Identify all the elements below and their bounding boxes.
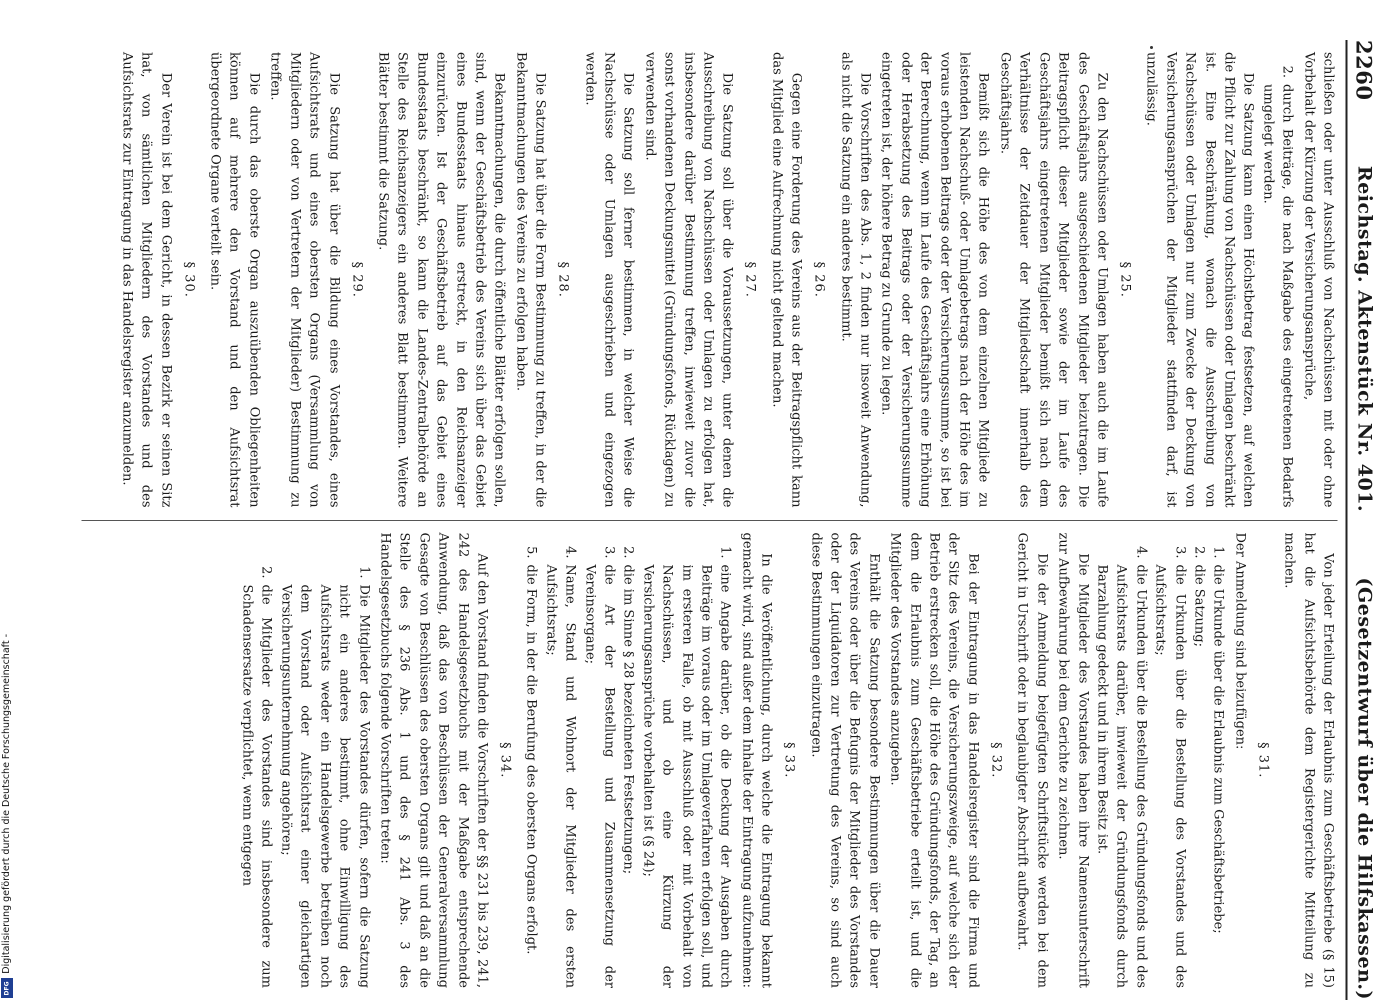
item-number: 1.: [1210, 546, 1226, 559]
dfg-logo-text: DFG: [3, 980, 11, 996]
dfg-logo: [1, 978, 13, 998]
paragraph: Die Mitglieder des Vorstandes haben ihre Namensunterschrift zur Aufbewahrung bei dem Gerichte zu zeichnen.: [1055, 532, 1091, 988]
paragraph: Die Satzung hat über die Bildung eines Vorstandes, eines Aufsichtsrats und eines obersten Organs (Versammlung von Mitgliedern oder von Vertretern der Mitglieder) Bestimmung zu treffen.: [267, 52, 342, 508]
page-number: 2260: [1352, 40, 1377, 101]
item-number: 2.: [1279, 65, 1295, 78]
paragraph: Bei der Eintragung in das Handelsregister sind die Firma und der Sitz des Vereins, die Versicherungszweige, auf welche sich der Betrieb erstrecken soll, die Höhe des Gründungsfonds, der Tag, an dem die Erlaubnis zum Geschäftsbetriebe erteilt ist, und die Mitglieder des Vorstandes anzugeben.: [887, 532, 981, 988]
item-text: die Urkunden über die Bestellung des Gründungsfonds und des Aufsichtsrats darüber, inwieweit der Gründungsfonds durch Barzahlung gedeckt und in ihrem Besitz ist.: [1094, 564, 1149, 988]
section-heading: § 32.: [988, 742, 1004, 779]
numbered-item: [580, 533, 619, 989]
numbered-item: [521, 533, 540, 989]
section-heading: § 25.: [1117, 261, 1133, 298]
section-heading: § 28.: [555, 261, 571, 298]
item-text: die Art der Bestellung und Zusammensetzung der Vereinsorgane;: [582, 564, 617, 988]
numbered-item: [1150, 533, 1189, 989]
section-heading: § 33.: [781, 742, 797, 779]
paragraph: Bekanntmachungen, die durch öffentliche Blätter erfolgen sollen, sind, wenn der Geschäftsbetrieb des Vereins sich über das Gebiet eines Bundesstaats hinaus erstreckt, in den Reichsanzeiger einzurücken. Ist der Geschäftsbetrieb auf das Gebiet eines Bundesstaats beschränkt, so kann die Landes-Zentralbehörde an Stelle des Reichsanzeigers ein anderes Blatt bestimmen. Weitere Blätter bestimmt die Satzung.: [375, 52, 507, 508]
item-text: durch Beiträge, die nach Maßgabe des eingetretenen Bedarfs umgelegt werden.: [1260, 84, 1295, 508]
paragraph: Enthält die Satzung besondere Bestimmungen über die Dauer des Vereins oder über die Befugnis der Mitglieder des Vorstandes oder der Liquidatoren zur Vertretung des Vereins, so sind auch diese Bestimmungen einzutragen.: [808, 532, 882, 988]
numbered-item: [237, 533, 276, 989]
text-columns: [82, 40, 1338, 1000]
funding-credit: Digitalisierung gefördert durch die Deutsche Forschungsgemeinschaft -: [1, 634, 12, 974]
page-subtitle: (Gesetzentwurf über die Hilfskassen.): [1353, 577, 1376, 1000]
item-number: 2.: [620, 546, 636, 559]
numbered-item: [1258, 52, 1297, 508]
paragraph: Der Anmeldung sind beizufügen:: [1232, 532, 1248, 750]
item-text: die Form, in der die Berufung des obersten Organs erfolgt.: [523, 564, 539, 955]
paragraph: Die Satzung soll über die Voraussetzungen, unter denen die Ausschreibung von Nachschüssen oder Umlagen zu erfolgen hat, insbesondere darüber Bestimmung treffen, inwieweit zuvor die sonst vorhandenen Deckungsmittel (Gründungsfonds, Rücklagen) zu verwenden sind.: [642, 52, 735, 508]
item-text: die Satzung;: [1191, 564, 1207, 647]
paragraph: Die Vorschriften des Abs. 1, 2 finden nur insoweit Anwendung, als nicht die Satzung ein anderes bestimmt.: [838, 52, 873, 508]
page-title: Reichstag. Aktenstück Nr. 401.: [1353, 165, 1376, 513]
section-heading: § 31.: [1255, 742, 1271, 779]
item-number: 2.: [1191, 546, 1207, 559]
paragraph: Der Verein ist bei dem Gericht, in dessen Bezirk er seinen Sitz hat, von sämtlichen Mitgliedern des Vorstandes und des Aufsichtsrats zur Eintragung in das Handelsregister anzumelden.: [119, 52, 174, 508]
item-text: eine Angabe darüber, ob die Deckung der Ausgaben durch Beiträge im voraus oder im Umlageverfahren erfolgen soll, und im ersteren Falle, ob mit Ausschluß oder mit Vorbehalt von Nachschüssen, und ob eine Kürzung der Versicherungsansprüche vorbehalten ist (§ 24);: [640, 564, 733, 988]
digitization-sidebar: [0, 560, 14, 1000]
item-text: die Urkunde über die Erlaubnis zum Geschäftsbetriebe;: [1210, 564, 1226, 934]
item-number: 3.: [1172, 546, 1188, 559]
paragraph: Die Satzung hat über die Form Bestimmung zu treffen, in der die Bekanntmachungen des Vereins zu erfolgen haben.: [513, 52, 548, 508]
item-text: die Urkunden über die Bestellung des Vorstandes und des Aufsichtsrats;: [1152, 564, 1188, 988]
paragraph: Von jeder Erteilung der Erlaubnis zum Geschäftsbetriebe (§ 15) hat die Aufsichtsbehörde dem Registergerichte Mitteilung zu machen.: [1281, 532, 1336, 988]
numbered-item: [1208, 533, 1227, 989]
item-number: 5.: [523, 546, 539, 559]
section-heading: § 34.: [497, 742, 513, 779]
paragraph: Die der Anmeldung beigefügten Schriftstücke werden bei dem Gericht in Urschrift oder in beglaubigter Abschrift aufbewahrt.: [1014, 532, 1050, 988]
paragraph: Gegen eine Forderung des Vereins aus der Beitragspflicht kann das Mitglied eine Aufrechnung nicht geltend machen.: [769, 52, 804, 508]
paragraph: schließen oder unter Ausschluß von Nachschüssen mit oder ohne Vorbehalt der Kürzung der Versicherungsansprüche,: [1301, 52, 1336, 508]
paragraph: Auf den Vorstand finden die Vorschriften der §§ 231 bis 239, 241, 242 des Handelsgesetzbuchs mit der Maßgabe entsprechende Anwendung, daß das von Beschlüssen der Generalversammlung Gesagte von Beschlüssen des obersten Organs gilt und daß an die Stelle des § 236 Abs. 1 und des § 241 Abs. 3 des Handelsgesetzbuchs folgende Vorschriften treten:: [377, 532, 490, 988]
section-heading: § 29.: [349, 261, 365, 298]
paragraph: Die durch das oberste Organ auszuübenden Obliegenheiten können auf mehrere den Vorstand und den Aufsichtsrat übergeordnete Organe verteilt sein.: [207, 52, 262, 508]
numbered-item: [1092, 533, 1150, 989]
numbered-item: [638, 533, 735, 989]
numbered-item: [541, 533, 580, 989]
item-number: 3.: [601, 546, 617, 559]
item-number: 1.: [356, 566, 372, 579]
item-number: 1.: [717, 546, 733, 559]
item-text: Die Mitglieder des Vorstandes dürfen, sofern die Satzung nicht ein anderes bestimmt, ohne Einwilligung des Aufsichtsrats weder ein Handelsgewerbe betreiben noch dem Vorstand oder Aufsichtsrat einer gleichartigen Versicherungsunternehmung angehören;: [278, 584, 372, 988]
paragraph: Bemißt sich die Höhe des von dem einzelnen Mitgliede zu leistenden Nachschuß- oder Umlagebetrags nach der Höhe des im voraus erhobenen Beitrags oder der Versicherungssumme, so ist bei der Berechnung, wenn im Laufe des Geschäftsjahrs eine Erhöhung oder Herabsetzung des Beitrags oder der Versicherungssumme eingetreten ist, der höhere Betrag zu Grunde zu legen.: [878, 52, 991, 508]
item-number: 2.: [259, 566, 274, 579]
item-text: die im Sinne § 28 bezeichneten Festsetzungen;: [620, 564, 636, 875]
numbered-item: [619, 533, 638, 989]
item-number: 4.: [1133, 546, 1149, 559]
paragraph: Die Satzung kann einen Höchstbetrag festsetzen, auf welchen die Pflicht zur Zahlung von Nachschüssen oder Umlagen beschränkt ist. Eine Beschränkung, wonach die Ausschreibung von Nachschüssen oder Umlagen nur zum Zwecke der Deckung von Versicherungsansprüchen der Mitglieder stattfinden darf, ist unzulässig.: [1143, 52, 1256, 508]
page-header: [1346, 40, 1382, 1000]
paragraph: Zu den Nachschüssen oder Umlagen haben auch die im Laufe des Geschäftsjahrs ausgeschiedenen Mitglieder beizutragen. Die Beitragspflicht dieser Mitglieder sowie der im Laufe des Geschäftsjahrs eingetretenen Mitglieder bemißt sich nach dem Verhältnisse der Zeitdauer der Mitgliedschaft innerhalb des Geschäftsjahrs.: [997, 52, 1110, 508]
paragraph: In die Veröffentlichung, durch welche die Eintragung bekannt gemacht wird, sind außer dem Inhalte der Eintragung aufzunehmen:: [739, 532, 774, 988]
section-heading: § 30.: [181, 261, 197, 298]
numbered-item: [276, 533, 373, 989]
section-heading: § 27.: [742, 261, 758, 298]
numbered-item: [1189, 533, 1208, 989]
item-text: die Mitglieder des Vorstandes sind insbesondere zum Schadensersatze verpflichtet, wenn entgegen: [239, 584, 274, 988]
rotated-document-page: [82, 40, 1382, 1000]
left-column: [82, 40, 1338, 520]
section-heading: § 26.: [811, 261, 827, 298]
scan-speck: [1150, 46, 1153, 49]
paragraph: Die Satzung soll ferner bestimmen, in welcher Weise die Nachschüsse oder Umlagen ausgeschrieben und eingezogen werden.: [582, 52, 636, 508]
item-text: Name, Stand und Wohnort der Mitglieder des ersten Aufsichtsrats;: [543, 564, 578, 988]
right-column: [82, 520, 1338, 1000]
item-number: 4.: [562, 546, 578, 559]
